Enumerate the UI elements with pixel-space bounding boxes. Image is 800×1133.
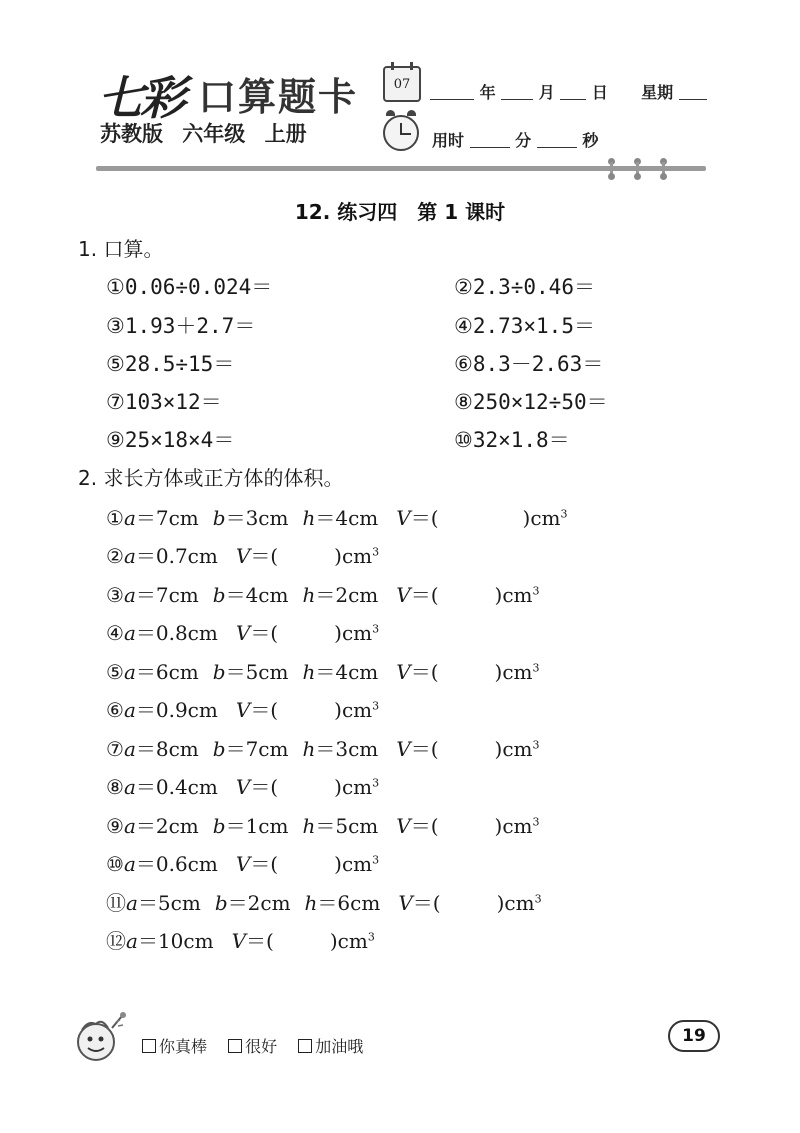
section1-heading: 1. 口算。 — [78, 237, 164, 261]
volume-item: ①a＝7cm b＝3cm h＝4cm V＝( )$cm^3$ — [106, 506, 568, 530]
mental-math-item: ⑤28.5÷15＝ — [106, 352, 235, 376]
calendar-number: 07 — [393, 77, 411, 92]
mental-math-item: ②2.3÷0.46＝ — [454, 275, 595, 299]
logo-title: 口算题卡 — [198, 75, 359, 119]
volume-item: ⑩a＝0.6cm V＝( )$cm^3$ — [106, 852, 380, 876]
volume-item: ⑤a＝6cm b＝5cm h＝4cm V＝( )$cm^3$ — [106, 660, 540, 684]
volume-item: ⑧a＝0.4cm V＝( )$cm^3$ — [106, 775, 380, 799]
header-divider — [96, 166, 706, 171]
rating-option[interactable]: 你真棒 — [142, 1037, 207, 1056]
edition-label: 苏教版 六年级 上册 — [100, 122, 307, 146]
checkbox-icon — [228, 1039, 242, 1053]
date-year-label: 年 — [479, 83, 496, 102]
clock-icon — [383, 115, 419, 151]
mental-math-item: ⑥8.3－2.63＝ — [454, 352, 604, 376]
volume-item: ⑫a＝10cm V＝( )$cm^3$ — [106, 929, 375, 953]
time-minutes-label: 分 — [515, 131, 532, 150]
volume-item: ⑦a＝8cm b＝7cm h＝3cm V＝( )$cm^3$ — [106, 737, 540, 761]
volume-item: ④a＝0.8cm V＝( )$cm^3$ — [106, 621, 380, 645]
volume-item: ⑪a＝5cm b＝2cm h＝6cm V＝( )$cm^3$ — [106, 891, 542, 915]
divider-ornament — [662, 158, 665, 180]
section2-heading: 2. 求长方体或正方体的体积。 — [78, 466, 344, 490]
divider-ornament — [610, 158, 613, 180]
time-label: 用时 — [432, 131, 465, 150]
mental-math-item: ⑧250×12÷50＝ — [454, 390, 608, 414]
mental-math-item: ⑦103×12＝ — [106, 390, 222, 414]
checkbox-icon — [298, 1039, 312, 1053]
logo-mark: 七彩 — [98, 71, 182, 125]
mental-math-item: ①0.06÷0.024＝ — [106, 275, 273, 299]
mental-math-item: ③1.93＋2.7＝ — [106, 314, 256, 338]
rating-option[interactable]: 加油哦 — [298, 1037, 363, 1056]
volume-item: ②a＝0.7cm V＝( )$cm^3$ — [106, 544, 380, 568]
checkbox-icon — [142, 1039, 156, 1053]
mental-math-item: ④2.73×1.5＝ — [454, 314, 595, 338]
self-rating — [142, 1034, 379, 1057]
volume-item: ③a＝7cm b＝4cm h＝2cm V＝( )$cm^3$ — [106, 583, 540, 607]
lesson-title: 12. 练习四 第 1 课时 — [294, 200, 506, 224]
page-number: 19 — [668, 1020, 720, 1052]
date-line — [430, 80, 707, 103]
mental-math-item: ⑨25×18×4＝ — [106, 428, 235, 452]
cartoon-character-icon — [70, 1008, 130, 1068]
volume-item: ⑥a＝0.9cm V＝( )$cm^3$ — [106, 698, 380, 722]
volume-item: ⑨a＝2cm b＝1cm h＝5cm V＝( )$cm^3$ — [106, 814, 540, 838]
time-line — [432, 128, 598, 151]
date-day-label: 日 — [591, 83, 608, 102]
time-seconds-label: 秒 — [582, 131, 599, 150]
rating-option[interactable]: 很好 — [228, 1037, 277, 1056]
date-month-label: 月 — [538, 83, 555, 102]
calendar-icon — [383, 66, 421, 102]
divider-ornament — [636, 158, 639, 180]
mental-math-item: ⑩32×1.8＝ — [454, 428, 570, 452]
date-weekday-label: 星期 — [641, 83, 674, 102]
